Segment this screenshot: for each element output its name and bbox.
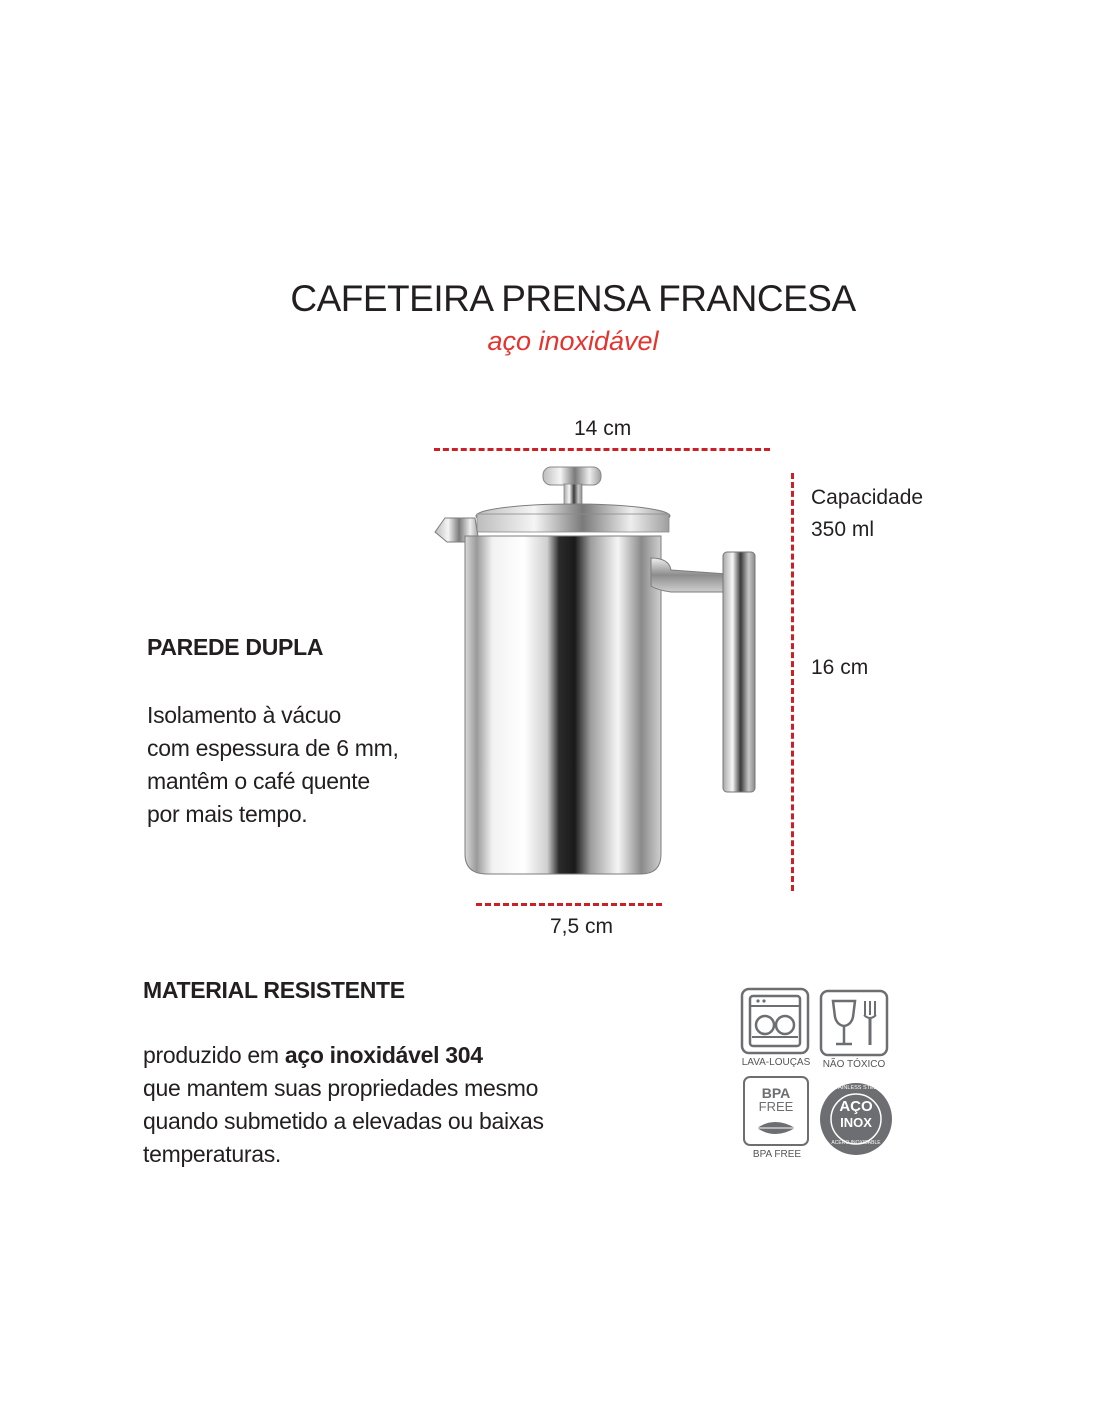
steel-grade-highlight: aço inoxidável 304 xyxy=(284,1042,483,1068)
material-heading: MATERIAL RESISTENTE xyxy=(143,977,405,1003)
capacity-value: 350 ml xyxy=(811,518,875,541)
seal-ring-bottom-text: ACERO INOXIDABLE xyxy=(831,1140,881,1146)
dishwasher-label: LAVA-LOUÇAS xyxy=(741,1057,811,1068)
material-description xyxy=(143,1039,544,1171)
description-line xyxy=(143,1039,544,1072)
bpa-free-badge xyxy=(743,1076,809,1146)
leaf-icon xyxy=(755,1120,797,1136)
description-line: por mais tempo. xyxy=(147,801,308,827)
description-line: mantêm o café quente xyxy=(147,768,370,794)
description-line: com espessura de 6 mm, xyxy=(147,735,399,761)
page-title: CAFETEIRA PRENSA FRANCESA xyxy=(290,278,856,319)
height-dashed-line xyxy=(791,473,794,891)
non-toxic-label: NÃO TÓXICO xyxy=(822,1059,886,1070)
description-line: temperaturas. xyxy=(143,1141,281,1167)
double-wall-description xyxy=(147,699,399,831)
wine-glass-fork-icon xyxy=(819,989,889,1057)
french-press-image xyxy=(425,462,775,882)
page-subtitle: aço inoxidável xyxy=(487,326,659,356)
width-base-label: 7,5 cm xyxy=(550,915,614,938)
bpa-text: BPA xyxy=(761,1085,791,1101)
seal-ring-top-text: STAINLESS STEEL xyxy=(831,1085,881,1091)
height-label: 16 cm xyxy=(811,656,869,679)
dishwasher-icon xyxy=(740,987,810,1055)
seal-aco-text: AÇO xyxy=(839,1098,873,1115)
capacity-label: Capacidade xyxy=(811,486,924,509)
description-line: quando submetido a elevadas ou baixas xyxy=(143,1108,544,1134)
description-prefix: produzido em xyxy=(143,1042,285,1068)
description-line: Isolamento à vácuo xyxy=(147,702,342,728)
bpa-free-label: BPA FREE xyxy=(752,1149,802,1160)
width-top-label: 14 cm xyxy=(574,417,632,440)
description-line: que mantem suas propriedades mesmo xyxy=(143,1075,539,1101)
double-wall-heading: PAREDE DUPLA xyxy=(147,634,324,660)
free-text: FREE xyxy=(758,1099,794,1114)
width-top-dashed-line xyxy=(434,448,770,451)
width-base-dashed-line xyxy=(476,903,662,906)
seal-inox-text: INOX xyxy=(840,1115,872,1130)
